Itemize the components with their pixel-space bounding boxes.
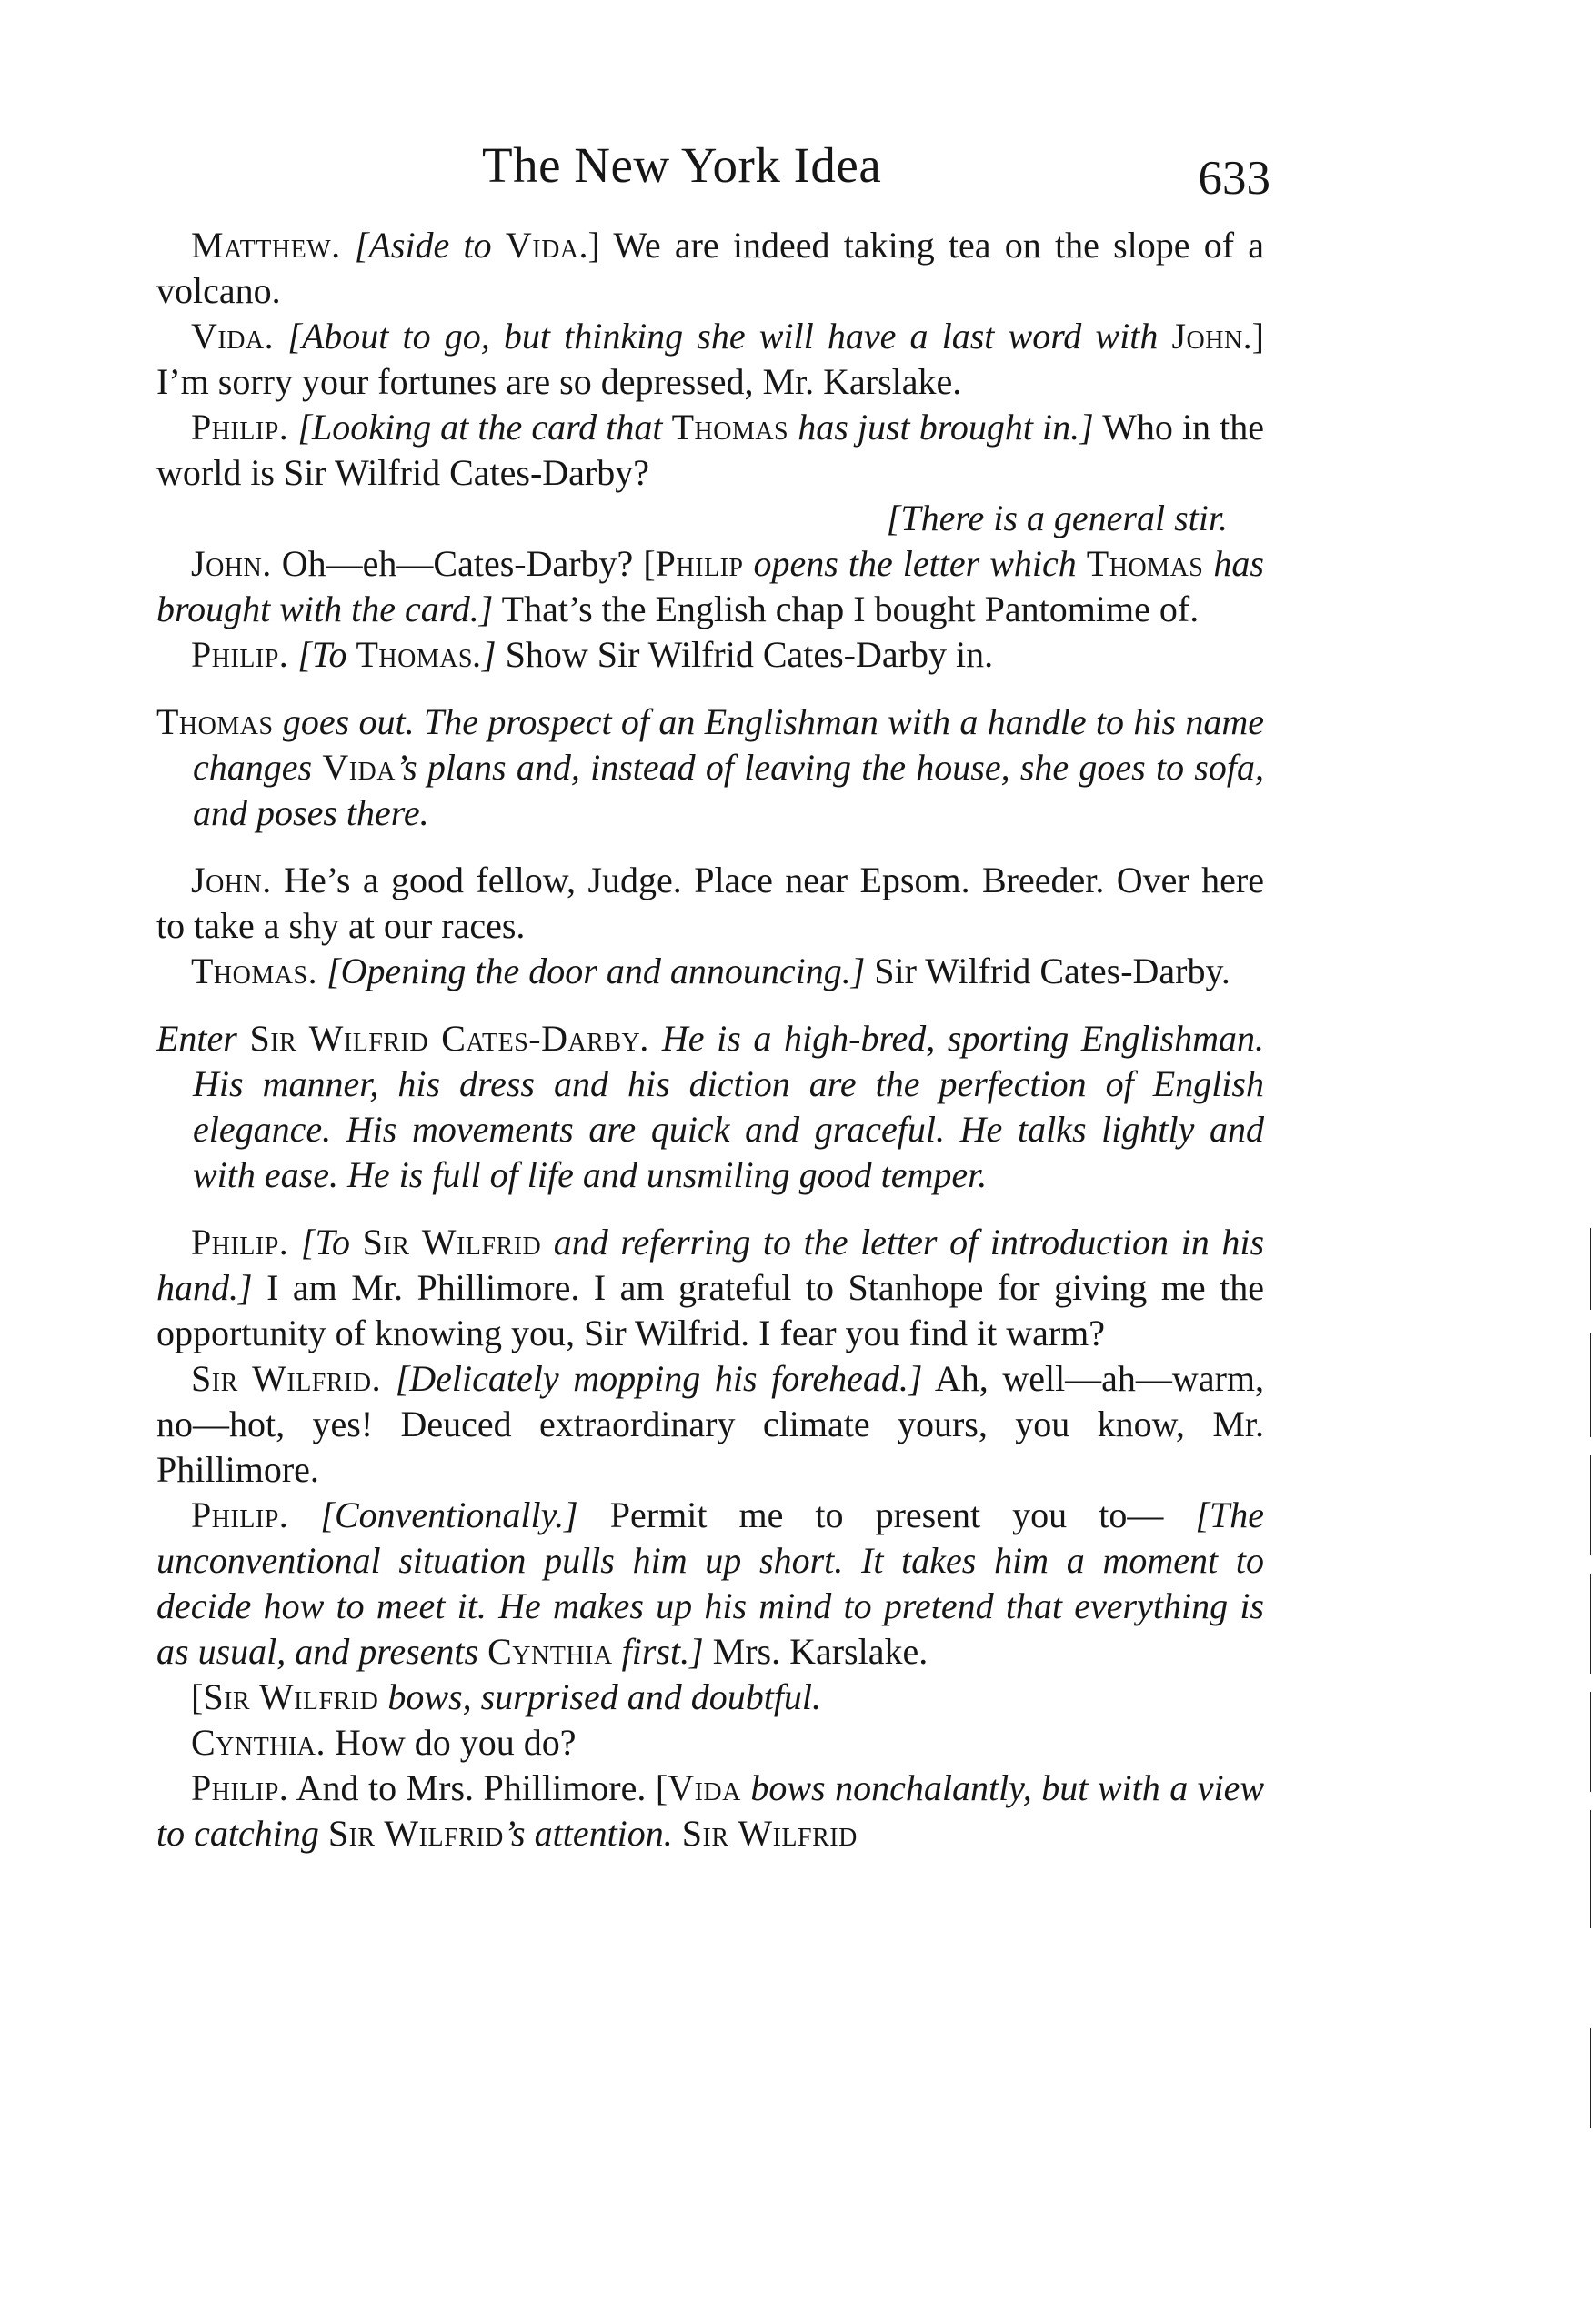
- page-header: [159, 136, 1287, 209]
- scan-edge-mark: [1590, 1455, 1591, 1555]
- scan-edge-mark: [1590, 1692, 1591, 1792]
- bracket: .]: [1242, 316, 1264, 357]
- dialogue-text: I am Mr. Phillimore. I am grateful to Stanhope for giving me the opportunity of knowing you, Sir Wilfrid. I fear you find it warm?: [156, 1267, 1264, 1353]
- character-name: Vida: [322, 747, 396, 788]
- stage-direction-line: [156, 1675, 1264, 1720]
- character-name: Sir Wilfrid: [203, 1676, 379, 1717]
- character-name: John: [1171, 316, 1243, 357]
- scan-edge-mark: [1590, 2028, 1591, 2128]
- dialogue-line: [156, 223, 1264, 314]
- speaker-name: Sir Wilfrid.: [191, 1358, 382, 1399]
- character-name: Vida: [668, 1767, 741, 1808]
- stage-direction: [About to go, but thinking she will have a last word with: [287, 316, 1172, 357]
- dialogue-text: And to Mrs. Phillimore. [: [288, 1767, 668, 1808]
- scan-edge-mark: [1590, 1810, 1591, 1928]
- scan-edge-mark: [1590, 1333, 1591, 1437]
- stage-direction: first.]: [612, 1631, 704, 1672]
- stage-direction: [Opening the door and announcing.]: [326, 951, 866, 991]
- dialogue-line: [156, 541, 1264, 632]
- character-name: Thomas: [671, 407, 789, 448]
- stage-direction: . He is a high-bred, sporting Englishman. His manner, his dress and his diction are the perfection of English elegance. His movements are quick and graceful. He talks lightly and with ease. He is full of life and unsmiling good temper.: [193, 1018, 1264, 1195]
- scan-edge-mark: [1590, 1228, 1591, 1310]
- stage-direction: opens the letter which: [743, 543, 1087, 584]
- dialogue-text: How do you do?: [326, 1722, 577, 1763]
- character-name: Sir Wilfrid: [327, 1813, 504, 1854]
- dialogue-text: That’s the English chap I bought Pantomime of.: [493, 589, 1200, 629]
- dialogue-text: Permit me to present you to—: [577, 1494, 1164, 1535]
- dialogue-line: [156, 858, 1264, 949]
- stage-direction: [Conventionally.]: [320, 1494, 578, 1535]
- stage-direction-right: [There is a general stir.: [886, 498, 1228, 538]
- character-name: Thomas: [356, 634, 474, 675]
- stage-direction: ’s attention.: [503, 1813, 682, 1854]
- speaker-name: Philip.: [191, 407, 289, 448]
- speaker-name: John.: [191, 860, 272, 900]
- dialogue-line: [156, 632, 1264, 678]
- dialogue-text: Ah, well—ah—warm, no—hot, yes! Deuced extraordinary climate yours, you know, Mr. Phillimore.: [156, 1358, 1265, 1490]
- bracket: [: [191, 1676, 204, 1717]
- dialogue-line: [156, 1220, 1264, 1356]
- speaker-name: Matthew.: [191, 225, 341, 266]
- stage-direction: [To: [300, 1222, 363, 1263]
- stage-direction: has brought with the card.]: [156, 543, 1264, 629]
- speaker-name: John.: [191, 543, 272, 584]
- character-name: Sir Wilfrid: [362, 1222, 542, 1263]
- stage-direction: has just brought in.]: [788, 407, 1094, 448]
- scan-edge-mark: [1590, 1574, 1591, 1674]
- stage-direction: [To: [297, 634, 356, 675]
- dialogue-text: He’s a good fellow, Judge. Place near Epsom. Breeder. Over here to take a shy at our races.: [156, 860, 1264, 946]
- dialogue-text: I’m sorry your fortunes are so depressed, Mr. Karslake.: [156, 361, 962, 402]
- dialogue-text: Show Sir Wilfrid Cates-Darby in.: [496, 634, 994, 675]
- dialogue-text: Who in the world is Sir Wilfrid Cates-Darby?: [156, 407, 1265, 493]
- dialogue-line: [156, 1493, 1264, 1675]
- character-name: Cynthia: [487, 1631, 613, 1672]
- stage-direction: goes out. The prospect of an Englishman with a handle to his name changes: [193, 701, 1264, 788]
- character-name: Sir Wilfrid: [681, 1813, 858, 1854]
- page-number: 633: [1198, 152, 1270, 205]
- character-name: Philip: [655, 543, 744, 584]
- character-name: Vida: [505, 225, 579, 266]
- stage-direction: and referring to the letter of introduction in his hand.]: [156, 1222, 1265, 1308]
- stage-direction: bows nonchalantly, but with a view to catching: [156, 1767, 1264, 1854]
- dialogue-line: [156, 405, 1264, 496]
- dialogue-text: Sir Wilfrid Cates-Darby.: [865, 951, 1230, 991]
- running-title: The New York Idea: [482, 137, 882, 193]
- character-name: Thomas: [1086, 543, 1204, 584]
- stage-direction: Enter: [156, 1018, 250, 1059]
- speaker-name: Philip.: [191, 1222, 289, 1263]
- stage-direction: [Aside to: [354, 225, 506, 266]
- speaker-name: Philip.: [191, 1494, 289, 1535]
- stage-direction: ’s plans and, instead of leaving the house, she goes to sofa, and poses there.: [193, 747, 1264, 833]
- stage-direction: [The unconventional situation pulls him up short. It takes him a moment to decide how to meet it. He makes up his mind to pretend that everything is as usual, and presents: [156, 1494, 1265, 1672]
- dialogue-text: Oh—eh—Cates-Darby? [: [271, 543, 656, 584]
- speaker-name: Vida.: [191, 316, 275, 357]
- character-name: Thomas: [156, 701, 274, 742]
- stage-direction: [Delicately mopping his forehead.]: [395, 1358, 923, 1399]
- speaker-name: Cynthia.: [191, 1722, 326, 1763]
- speaker-name: Philip.: [191, 634, 289, 675]
- bracket: .]: [578, 225, 600, 266]
- dialogue-line: [156, 314, 1264, 405]
- body-text: [156, 223, 1264, 1856]
- dialogue-line: [156, 1356, 1264, 1493]
- dialogue-text: We are indeed taking tea on the slope of a volcano.: [156, 225, 1265, 311]
- dialogue-line: [156, 1766, 1264, 1856]
- stage-direction-block: [156, 699, 1264, 836]
- dialogue-text: Mrs. Karslake.: [703, 1631, 928, 1672]
- character-name: Sir Wilfrid Cates-Darby: [249, 1018, 641, 1059]
- stage-direction: .]: [473, 634, 497, 675]
- stage-direction: [Looking at the card that: [297, 407, 672, 448]
- stage-direction: bows, surprised and doubtful.: [378, 1676, 822, 1717]
- dialogue-line: [156, 949, 1264, 994]
- stage-direction-block: [156, 1016, 1264, 1198]
- dialogue-line: [156, 1720, 1264, 1766]
- speaker-name: Philip.: [191, 1767, 289, 1808]
- speaker-name: Thomas.: [191, 951, 318, 991]
